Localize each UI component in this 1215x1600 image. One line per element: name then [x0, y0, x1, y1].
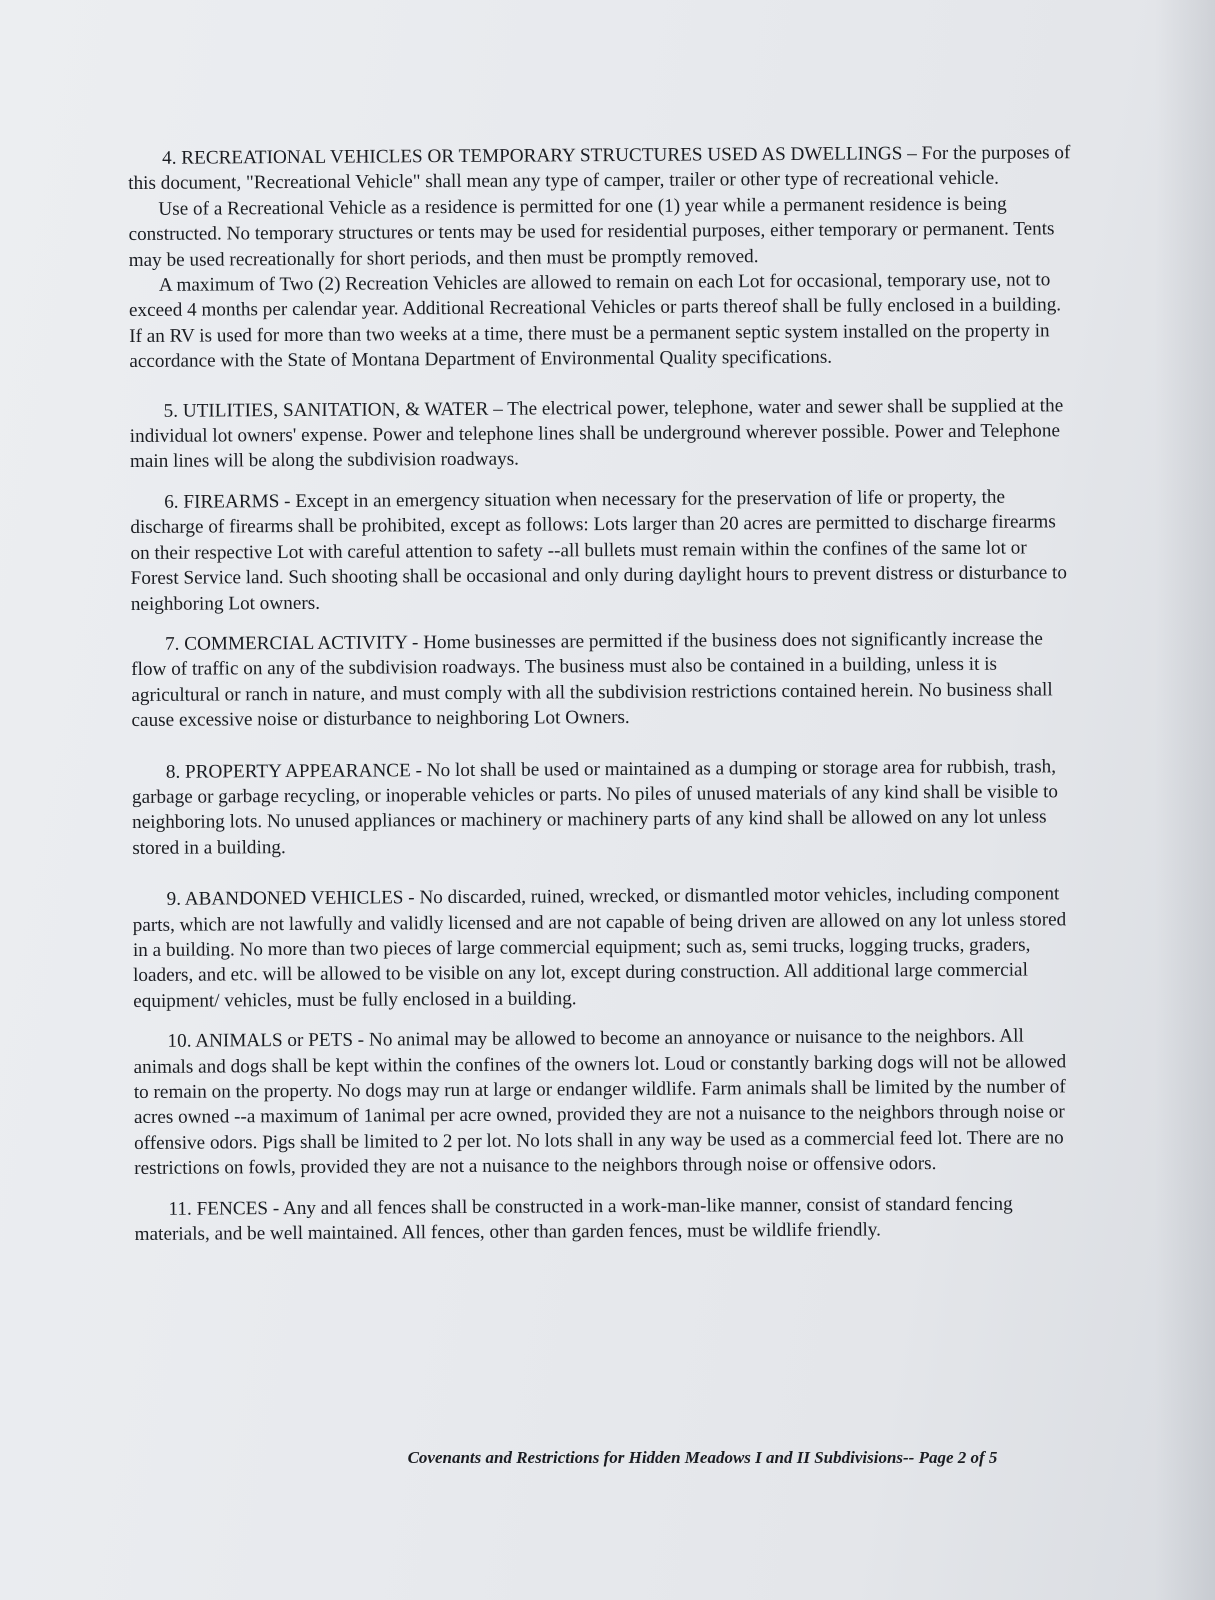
section-6-firearms: 6. FIREARMS - Except in an emergency situation when necessary for the preservation of life or property, the discharge of firearms shall be prohibited, except as follows: Lots larger than 20 acres are permitted to discharge firearms on their respective Lot with careful attention to safety --all bullets must remain within the confines of the same lot or Forest Service land. Such shooting shall be occasional and only during daylight hours to prevent distress or disturbance to neighboring Lot owners.	[130, 486, 1067, 615]
section-7-commercial-activity: 7. COMMERCIAL ACTIVITY - Home businesses are permitted if the business does not significantly increase the flow of traffic on any of the subdivision roadways. The business must also be contained in a building, unless it is agricultural or ranch in nature, and must comply with all the subdivision restrictions contained herein. No business shall cause excessive noise or disturbance to neighboring Lot Owners.	[131, 628, 1053, 732]
section-5-utilities: 5. UTILITIES, SANITATION, & WATER – The electrical power, telephone, water and sewer shall be supplied at the individual lot owners' expense. Power and telephone lines shall be underground wherever possible. Power and Telephone main lines will be along the subdivision roadways.	[129, 394, 1064, 473]
section-11-fences: 11. FENCES - Any and all fences shall be constructed in a work-man-like manner, consist of standard fencing materials, and be well maintained. All fences, other than garden fences, must be wildlife friendly.	[134, 1193, 1013, 1246]
section-10-animals-pets: 10. ANIMALS or PETS - No animal may be allowed to become an annoyance or nuisance to the neighbors. All animals and dogs shall be kept within the confines of the owners lot. Loud or constantly barking dogs will not be allowed to remain on the property. No dogs may run at large or endanger wildlife. Farm animals shall be limited by the number of acres owned --a maximum of 1animal per acre owned, provided they are not a nuisance to the neighbors through noise or offensive odors. Pigs shall be limited to 2 per lot. No lots shall in any way be used as a commercial feed lot. There are no restrictions on fowls, provided they are not a nuisance to the neighbors through noise or offensive odors.	[133, 1025, 1067, 1180]
section-4-intro: 4. RECREATIONAL VEHICLES OR TEMPORARY STRUCTURES USED AS DWELLINGS – For the purposes of this document, "Recreational Vehicle" shall mean any type of camper, trailer or other type of recreational vehicle.	[128, 142, 1071, 195]
document-body	[128, 140, 1081, 1247]
page-shadow	[1155, 0, 1215, 1600]
section-9-abandoned-vehicles: 9. ABANDONED VEHICLES - No discarded, ruined, wrecked, or dismantled motor vehicles, including component parts, which are not lawfully and validly licensed and are not capable of being driven are allowed on any lot unless stored in a building. No more than two pieces of large commercial equipment; such as, semi trucks, logging trucks, graders, loaders, and etc. will be allowed to be visible on any lot, except during construction. All additional large commercial equipment/ vehicles, must be fully enclosed in a building.	[132, 883, 1067, 1012]
section-4-paragraph-2: Use of a Recreational Vehicle as a residence is permitted for one (1) year while a permanent residence is being constructed. No temporary structures or tents may be used for residential purposes, either temporary or permanent. Tents may be used recreationally for short periods, and then must be promptly removed.	[128, 193, 1055, 271]
page-footer: Covenants and Restrictions for Hidden Meadows I and II Subdivisions-- Page 2 of 5	[407, 1448, 998, 1467]
section-4-recreational-vehicles	[128, 140, 1075, 374]
section-8-property-appearance: 8. PROPERTY APPEARANCE - No lot shall be used or maintained as a dumping or storage area for rubbish, trash, garbage or garbage recycling, or inoperable vehicles or parts. No piles of unused materials of any kind shall be visible to neighboring lots. No unused appliances or machinery or machinery parts of any kind shall be allowed on any lot unless stored in a building.	[131, 755, 1059, 859]
section-4-paragraph-3: A maximum of Two (2) Recreation Vehicles are allowed to remain on each Lot for occasional, temporary use, not to exceed 4 months per calendar year. Additional Recreational Vehicles or parts thereof shall be fully enclosed in a building. If an RV is used for more than two weeks at a time, there must be a permanent septic system installed on the property in accordance with the State of Montana Department of Environmental Quality specifications.	[128, 269, 1062, 373]
